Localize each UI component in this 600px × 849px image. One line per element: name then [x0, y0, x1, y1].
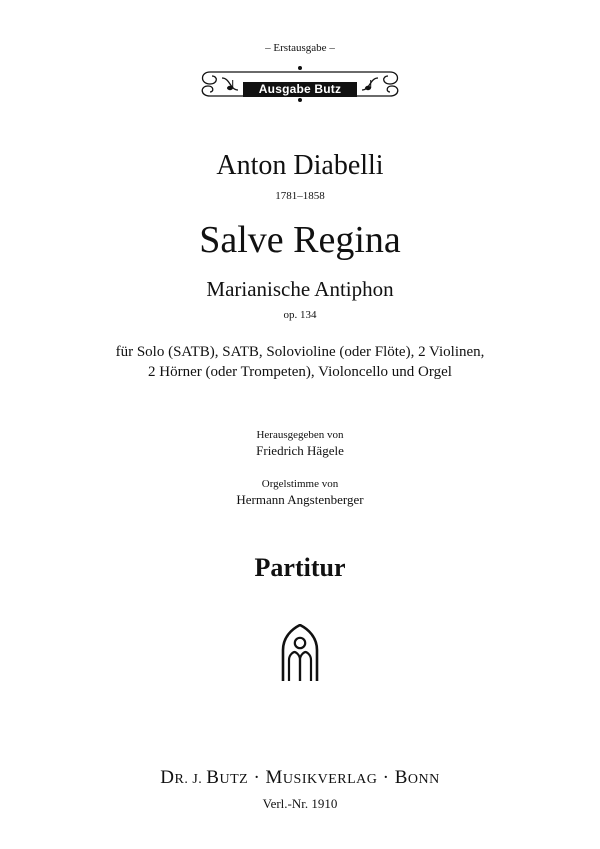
organ-part-author: Hermann Angstenberger — [236, 492, 364, 507]
editor-name: Friedrich Hägele — [256, 443, 344, 458]
publisher-name-part: USIKVERLAG — [282, 772, 378, 787]
edition-note: – Erstausgabe – — [265, 42, 335, 54]
editor-label: Herausgegeben von — [256, 429, 344, 441]
publisher-initial-b: B — [394, 767, 408, 788]
work-title: Salve Regina — [199, 219, 401, 261]
publisher-name-part: R. J. — [174, 772, 207, 787]
publisher-initial-m: M — [265, 767, 283, 788]
publisher-separator: · — [377, 767, 395, 788]
publisher-initial-d: D — [160, 767, 175, 788]
scoring-line-2: 2 Hörner (oder Trompeten), Violoncello und Orgel — [148, 364, 452, 380]
organ-part-label: Orgelstimme von — [261, 478, 339, 490]
work-subtitle: Marianische Antiphon — [206, 277, 394, 301]
scoring-line-1: für Solo (SATB), SATB, Solovioline (oder Flöte), 2 Violinen, — [115, 344, 485, 360]
gothic-window-logo-icon — [280, 624, 320, 682]
composer-dates: 1781–1858 — [275, 190, 325, 202]
publisher-city-part: ONN — [407, 772, 440, 787]
plate-number: Verl.-Nr. 1910 — [262, 796, 338, 811]
banner-label: Ausgabe Butz — [243, 82, 357, 97]
publisher-name-part: UTZ — [219, 772, 249, 787]
opus-number: op. 134 — [283, 309, 317, 321]
score-type: Partitur — [254, 553, 346, 582]
publisher-separator: · — [248, 767, 266, 788]
publisher-line — [0, 767, 600, 789]
publisher-initial-b-butz: B — [206, 767, 220, 788]
composer-name: Anton Diabelli — [216, 150, 384, 181]
